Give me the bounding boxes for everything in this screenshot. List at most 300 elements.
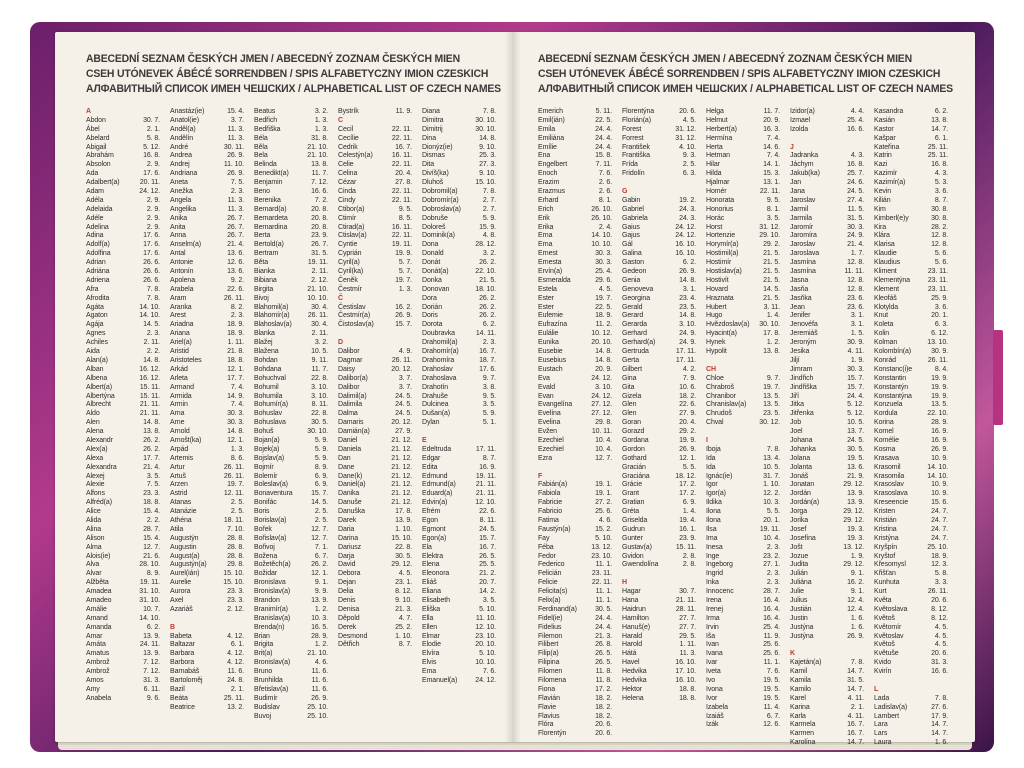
entry-name: Adolf(a) <box>86 241 110 249</box>
name-entry <box>622 277 696 286</box>
entry-name: Cindy <box>338 196 356 204</box>
entry-date: 30. 7. <box>143 116 160 124</box>
entry-name: Alice <box>86 508 101 516</box>
entry-date: 2. 8. <box>682 552 696 560</box>
name-entry <box>170 348 244 357</box>
name-entry <box>874 650 948 659</box>
entry-date: 2. 7. <box>482 196 496 204</box>
entry-date: 13. 10. <box>927 339 948 347</box>
entry-date: 5. 1. <box>482 419 496 427</box>
name-entry <box>86 419 160 428</box>
name-entry <box>86 339 160 348</box>
name-entry <box>86 446 160 455</box>
entry-name: E <box>422 436 427 444</box>
entry-date: 17. 2. <box>595 685 612 693</box>
entry-name: Č <box>338 294 343 302</box>
entry-date: 10. 9. <box>931 481 948 489</box>
entry-name: Edeltruda <box>422 445 452 453</box>
entry-date: 20. 6. <box>679 108 696 115</box>
entry-name: Jaromír <box>790 223 814 231</box>
entry-name: Brit(a) <box>254 650 273 658</box>
entry-date: 28. 9. <box>931 419 948 427</box>
entry-name: Eliška <box>422 605 441 613</box>
page-heading-line: CSEH UTÓNEVEK ÁBÉCÉ SORRENDBEN / SPIS ALFABETYCZNY IMION CZESKICH <box>538 68 941 80</box>
entry-date: 28. 2. <box>931 223 948 231</box>
name-entry <box>706 224 780 233</box>
entry-name: Bohdan <box>254 356 278 364</box>
name-entry <box>706 659 780 668</box>
entry-date: 26. 9. <box>679 445 696 453</box>
entry-name: Jozue <box>790 552 809 560</box>
entry-name: Kristián <box>874 516 897 524</box>
name-entry <box>538 152 612 161</box>
name-entry <box>422 544 496 553</box>
entry-name: Igor(a) <box>706 490 726 498</box>
name-entry <box>254 330 328 339</box>
name-entry <box>622 428 696 437</box>
entry-name: Felicián <box>538 570 562 578</box>
name-entry <box>706 135 780 144</box>
entry-name: Gorazd <box>622 428 645 436</box>
entry-name: Edgar <box>422 454 441 462</box>
entry-name: Antal <box>170 250 186 258</box>
name-entry <box>874 544 948 553</box>
entry-date: 24. 12. <box>675 223 696 231</box>
entry-name: Dylan <box>422 419 440 427</box>
entry-date: 1. 2. <box>314 641 328 649</box>
entry-name: Andriana <box>170 170 198 178</box>
name-entry <box>170 321 244 330</box>
name-entry <box>254 419 328 428</box>
entry-date: 3. 5. <box>766 214 780 222</box>
name-entry <box>706 624 780 633</box>
name-entry <box>706 144 780 153</box>
entry-date: 26. 9. <box>679 268 696 276</box>
name-entry <box>874 739 948 748</box>
entry-date: 2. 7. <box>482 205 496 213</box>
entry-name: Astrid <box>170 490 188 498</box>
entry-name: Debora <box>338 570 361 578</box>
entry-date: 20. 6. <box>595 721 612 729</box>
name-entry <box>254 606 328 615</box>
entry-name: Erhard <box>538 196 559 204</box>
entry-name: Darja <box>338 552 355 560</box>
name-entry <box>874 535 948 544</box>
entry-date: 7. 8. <box>934 694 948 702</box>
entry-date: 20. 8. <box>311 223 328 231</box>
entry-name: Emiliána <box>538 134 565 142</box>
entry-name: Hostivít <box>706 276 729 284</box>
entry-date: 3. 2. <box>482 250 496 258</box>
name-entry <box>170 517 244 526</box>
entry-name: Dobruše <box>422 214 448 222</box>
entry-date: 5. 12. <box>143 143 160 151</box>
name-entry <box>874 117 948 126</box>
name-entry <box>254 633 328 642</box>
name-entry <box>790 535 864 544</box>
name-entry <box>622 641 696 650</box>
entry-date: 20. 7. <box>479 579 496 587</box>
entry-name: Alžběta <box>86 579 109 587</box>
entry-date: 26. 10. <box>591 205 612 213</box>
name-entry <box>170 330 244 339</box>
entry-date: 24. 3. <box>679 205 696 213</box>
entry-name: Izolda <box>790 125 809 133</box>
name-entry <box>338 597 412 606</box>
name-entry <box>338 384 412 393</box>
entry-name: Brenda(n) <box>254 623 285 631</box>
entry-name: Kolombín(a) <box>874 348 912 356</box>
name-entry <box>338 277 412 286</box>
entry-name: Kolin <box>874 330 890 338</box>
name-entry <box>874 499 948 508</box>
entry-date: 15. 11. <box>675 543 696 551</box>
entry-name: Justián <box>790 605 812 613</box>
name-entry <box>170 410 244 419</box>
entry-name: Krasoslava <box>874 490 908 498</box>
entry-date: 21. 5. <box>479 276 496 284</box>
entry-date: 14. 8. <box>143 356 160 364</box>
name-entry <box>422 553 496 562</box>
name-column <box>254 108 328 721</box>
entry-name: Eusebius <box>538 356 566 364</box>
entry-date: 1. 10. <box>395 525 412 533</box>
entry-name: Jarmil <box>790 205 809 213</box>
name-entry <box>254 446 328 455</box>
name-entry <box>538 659 612 668</box>
right-page <box>538 52 953 747</box>
entry-name: Graciána <box>622 472 650 480</box>
name-entry <box>422 535 496 544</box>
entry-date: 19. 9. <box>931 392 948 400</box>
name-entry <box>254 375 328 384</box>
entry-date: 28. 8. <box>227 534 244 542</box>
entry-name: Donát <box>422 259 441 267</box>
name-entry <box>170 526 244 535</box>
entry-name: Jasmína <box>790 268 816 276</box>
name-entry <box>538 437 612 446</box>
entry-name: Filomen <box>538 668 563 676</box>
entry-name: Cyprián <box>338 250 362 258</box>
entry-date: 16. 6. <box>311 188 328 196</box>
entry-date: 23. 9. <box>679 534 696 542</box>
entry-date: 11. 9. <box>395 108 412 115</box>
name-entry <box>874 668 948 677</box>
name-entry <box>170 259 244 268</box>
name-entry <box>170 295 244 304</box>
name-entry <box>706 499 780 508</box>
entry-date: 3. 1. <box>850 312 864 320</box>
entry-date: 20. 12. <box>391 365 412 373</box>
entry-date: 25. 6. <box>763 650 780 658</box>
entry-date: 11. 9. <box>763 632 780 640</box>
entry-date: 4. 6. <box>314 659 328 667</box>
name-entry <box>790 721 864 730</box>
name-entry <box>622 321 696 330</box>
name-entry <box>170 215 244 224</box>
name-entry <box>874 659 948 668</box>
name-entry <box>538 508 612 517</box>
entry-date: 23. 1. <box>395 579 412 587</box>
name-entry <box>874 641 948 650</box>
name-entry <box>538 615 612 624</box>
name-entry <box>422 170 496 179</box>
entry-date: 26. 6. <box>143 276 160 284</box>
entry-name: Ivo <box>706 677 716 684</box>
entry-date: 15. 11. <box>139 383 160 391</box>
entry-date: 24. 5. <box>395 392 412 400</box>
entry-name: Blažej <box>254 339 273 347</box>
entry-name: Jeroným <box>790 339 817 347</box>
name-column <box>422 108 496 686</box>
entry-date: 8. 7. <box>398 641 412 649</box>
entry-date: 31. 3. <box>931 659 948 667</box>
entry-name: Gratian <box>622 499 645 507</box>
entry-name: Helena <box>622 694 644 702</box>
name-entry <box>86 295 160 304</box>
name-entry <box>86 428 160 437</box>
name-entry <box>254 321 328 330</box>
entry-date: 4. 10. <box>679 143 696 151</box>
name-entry <box>422 144 496 153</box>
entry-date: 23. 11. <box>927 285 948 293</box>
entry-date: 5. 7. <box>398 268 412 276</box>
entry-name: Cedrik <box>338 143 358 151</box>
entry-date: 14. 10. <box>927 472 948 480</box>
name-entry <box>254 615 328 624</box>
entry-name: Arne <box>170 419 185 427</box>
name-entry <box>538 277 612 286</box>
section-letter <box>538 473 612 482</box>
name-entry <box>706 410 780 419</box>
entry-name: Buvoj <box>254 712 272 720</box>
name-entry <box>706 535 780 544</box>
entry-date: 25. 5. <box>479 561 496 569</box>
name-entry <box>790 304 864 313</box>
name-entry <box>170 455 244 464</box>
entry-date: 24. 7. <box>931 516 948 524</box>
entry-date: 1. 11. <box>679 641 696 649</box>
elastic-closure-band[interactable] <box>993 330 1003 425</box>
name-entry <box>790 713 864 722</box>
name-entry <box>706 615 780 624</box>
name-entry <box>538 206 612 215</box>
entry-date: 24. 4. <box>595 614 612 622</box>
entry-name: Konstantýna <box>874 392 912 400</box>
name-entry <box>874 455 948 464</box>
name-entry <box>338 641 412 650</box>
name-entry <box>874 633 948 642</box>
name-entry <box>422 179 496 188</box>
entry-date: 9. 3. <box>682 152 696 160</box>
name-entry <box>170 597 244 606</box>
entry-date: 20. 6. <box>931 596 948 604</box>
entry-date: 10. 10. <box>591 241 612 249</box>
entry-date: 28. 12. <box>475 241 496 249</box>
name-entry <box>538 330 612 339</box>
entry-name: Alva <box>86 561 100 569</box>
entry-name: Doloreš <box>422 223 446 231</box>
entry-name: Anděl(a) <box>170 125 196 133</box>
name-entry <box>422 152 496 161</box>
name-entry <box>254 455 328 464</box>
entry-date: 23. 6. <box>847 294 864 302</box>
entry-name: Hilda <box>706 170 722 178</box>
entry-name: Hektor <box>622 685 643 693</box>
entry-date: 15. 4. <box>143 534 160 542</box>
name-entry <box>338 241 412 250</box>
entry-date: 5. 12. <box>847 410 864 418</box>
entry-name: Alex(a) <box>86 445 108 453</box>
entry-date: 19. 5. <box>763 677 780 684</box>
name-entry <box>622 686 696 695</box>
entry-date: 10. 5. <box>847 419 864 427</box>
entry-name: Arna <box>170 410 185 418</box>
name-entry <box>170 446 244 455</box>
entry-name: Belinda <box>254 161 277 169</box>
entry-date: 1. 4. <box>682 508 696 516</box>
name-entry <box>706 401 780 410</box>
entry-date: 5. 9. <box>314 454 328 462</box>
entry-date: 8. 1. <box>766 205 780 213</box>
entry-date: 27. 3. <box>479 161 496 169</box>
entry-name: Fatima <box>538 516 559 524</box>
name-entry <box>706 170 780 179</box>
entry-name: Dona <box>422 241 439 249</box>
entry-name: Jaroslav <box>790 241 816 249</box>
entry-name: Fay <box>538 534 550 542</box>
entry-name: I <box>706 436 708 444</box>
name-entry <box>422 517 496 526</box>
entry-date: 23. 2. <box>763 552 780 560</box>
entry-date: 24. 12. <box>475 677 496 684</box>
section-letter <box>422 437 496 446</box>
entry-name: Florián(a) <box>622 116 651 124</box>
name-entry <box>86 366 160 375</box>
name-entry <box>622 375 696 384</box>
entry-name: Anika <box>170 214 188 222</box>
name-entry <box>706 339 780 348</box>
entry-name: Kvido <box>874 659 892 667</box>
entry-date: 29. 12. <box>843 508 864 516</box>
name-entry <box>874 188 948 197</box>
entry-date: 19. 2. <box>679 196 696 204</box>
name-entry <box>874 348 948 357</box>
entry-name: Aram <box>170 294 187 302</box>
name-entry <box>86 321 160 330</box>
name-entry <box>338 232 412 241</box>
name-entry <box>86 570 160 579</box>
section-letter <box>622 579 696 588</box>
entry-date: 26. 11. <box>927 588 948 596</box>
entry-name: Bohuslava <box>254 419 286 427</box>
name-entry <box>86 330 160 339</box>
entry-name: Abdon <box>86 116 106 124</box>
name-entry <box>706 206 780 215</box>
name-entry <box>170 126 244 135</box>
name-entry <box>170 579 244 588</box>
entry-name: Helmut <box>706 116 728 124</box>
entry-name: Danuška <box>338 508 365 516</box>
name-entry <box>422 526 496 535</box>
entry-date: 26. 9. <box>311 694 328 702</box>
name-entry <box>338 161 412 170</box>
entry-date: 5. 5. <box>766 508 780 516</box>
name-entry <box>170 161 244 170</box>
entry-name: Efrém <box>422 508 441 516</box>
entry-name: Anežka <box>170 188 193 196</box>
name-entry <box>622 117 696 126</box>
entry-date: 4. 5. <box>682 116 696 124</box>
name-entry <box>86 197 160 206</box>
name-entry <box>338 206 412 215</box>
entry-name: Květuše <box>874 650 899 658</box>
name-entry <box>874 304 948 313</box>
entry-date: 7. 8. <box>146 294 160 302</box>
entry-name: Azariáš <box>170 605 193 613</box>
entry-date: 22. 5. <box>595 116 612 124</box>
entry-name: Bojmír <box>254 463 274 471</box>
entry-name: Alena <box>86 428 104 436</box>
entry-name: Gréta <box>622 508 640 516</box>
entry-name: Aldo <box>86 410 100 418</box>
name-entry <box>622 135 696 144</box>
name-entry <box>622 624 696 633</box>
name-entry <box>874 721 948 730</box>
name-entry <box>622 570 696 579</box>
entry-date: 1. 10. <box>395 632 412 640</box>
name-entry <box>86 624 160 633</box>
name-entry <box>538 339 612 348</box>
entry-name: Aristid <box>170 348 189 356</box>
name-entry <box>706 544 780 553</box>
name-entry <box>86 286 160 295</box>
entry-date: 23. 3. <box>143 490 160 498</box>
section-letter <box>170 624 244 633</box>
entry-date: 18. 8. <box>227 356 244 364</box>
name-entry <box>422 259 496 268</box>
entry-date: 22. 11. <box>591 579 612 587</box>
name-entry <box>538 108 612 117</box>
name-entry <box>874 357 948 366</box>
entry-name: Daisy <box>338 365 356 373</box>
entry-date: 7. 8. <box>146 285 160 293</box>
entry-date: 4. 6. <box>598 516 612 524</box>
entry-name: Grácie <box>622 481 643 489</box>
entry-name: Barbora <box>170 659 195 667</box>
entry-date: 1. 3. <box>230 445 244 453</box>
entry-name: Bernardina <box>254 223 288 231</box>
entry-name: Eliáš <box>422 579 437 587</box>
entry-date: 19. 3. <box>847 525 864 533</box>
name-entry <box>622 312 696 321</box>
name-entry <box>622 517 696 526</box>
entry-date: 7. 6. <box>598 170 612 178</box>
name-entry <box>86 410 160 419</box>
entry-date: 18. 7. <box>479 356 496 364</box>
entry-date: 25. 6. <box>763 641 780 649</box>
entry-name: Augustýn(a) <box>170 561 207 569</box>
entry-name: Amy <box>86 685 100 693</box>
entry-date: 4. 12. <box>227 650 244 658</box>
entry-name: Erich <box>538 205 554 213</box>
name-entry <box>706 428 780 437</box>
entry-date: 12. 8. <box>847 259 864 267</box>
entry-name: Gordana <box>622 436 649 444</box>
entry-name: Dalibor <box>338 348 360 356</box>
entry-date: 30. 5. <box>311 419 328 427</box>
entry-date: 5. 9. <box>482 214 496 222</box>
